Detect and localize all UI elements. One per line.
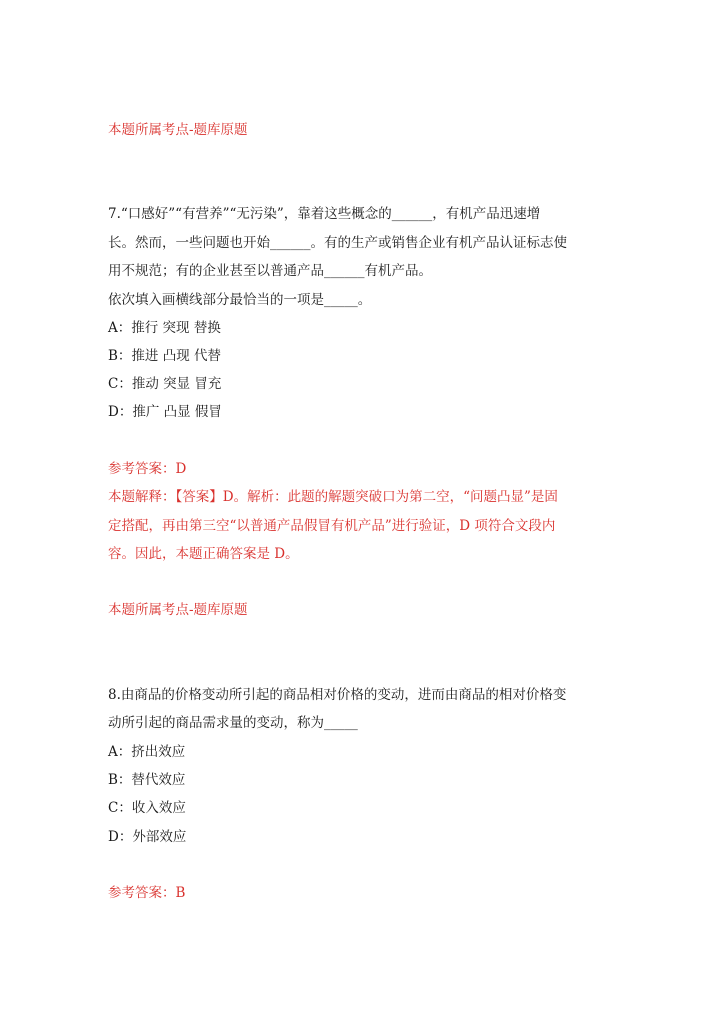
topic-source: 本题所属考点-题库原题 bbox=[108, 122, 248, 138]
explanation: 容。因此，本题正确答案是 D。 bbox=[108, 546, 299, 562]
topic-source: 本题所属考点-题库原题 bbox=[108, 602, 248, 618]
question-stem: 动所引起的商品需求量的变动，称为_____ bbox=[108, 715, 358, 731]
option-c: C：推动 突显 冒充 bbox=[108, 376, 222, 392]
question-stem: 长。然而，一些问题也开始______。有的生产或销售企业有机产品认证标志使 bbox=[108, 235, 567, 251]
question-stem: 7.“口感好”“有营养”“无污染”，靠着这些概念的______，有机产品迅速增 bbox=[108, 206, 541, 222]
option-d: D：推广 凸显 假冒 bbox=[108, 404, 222, 420]
answer: 参考答案：B bbox=[108, 885, 186, 901]
option-d: D：外部效应 bbox=[108, 829, 187, 845]
option-c: C：收入效应 bbox=[108, 800, 186, 816]
question-stem: 用不规范；有的企业甚至以普通产品______有机产品。 bbox=[108, 263, 432, 279]
question-stem: 8.由商品的价格变动所引起的商品相对价格的变动，进而由商品的相对价格变 bbox=[108, 687, 567, 703]
option-b: B：替代效应 bbox=[108, 772, 186, 788]
option-a: A：推行 突现 替换 bbox=[108, 320, 221, 336]
option-b: B：推进 凸现 代替 bbox=[108, 348, 222, 364]
answer: 参考答案：D bbox=[108, 461, 187, 477]
question-instruction: 依次填入画横线部分最恰当的一项是_____。 bbox=[108, 292, 372, 308]
option-a: A：挤出效应 bbox=[108, 744, 186, 760]
explanation: 定搭配，再由第三空“以普通产品假冒有机产品”进行验证，D 项符合文段内 bbox=[108, 518, 556, 534]
explanation: 本题解释：【答案】D。解析：此题的解题突破口为第二空，“问题凸显”是固 bbox=[108, 489, 558, 505]
